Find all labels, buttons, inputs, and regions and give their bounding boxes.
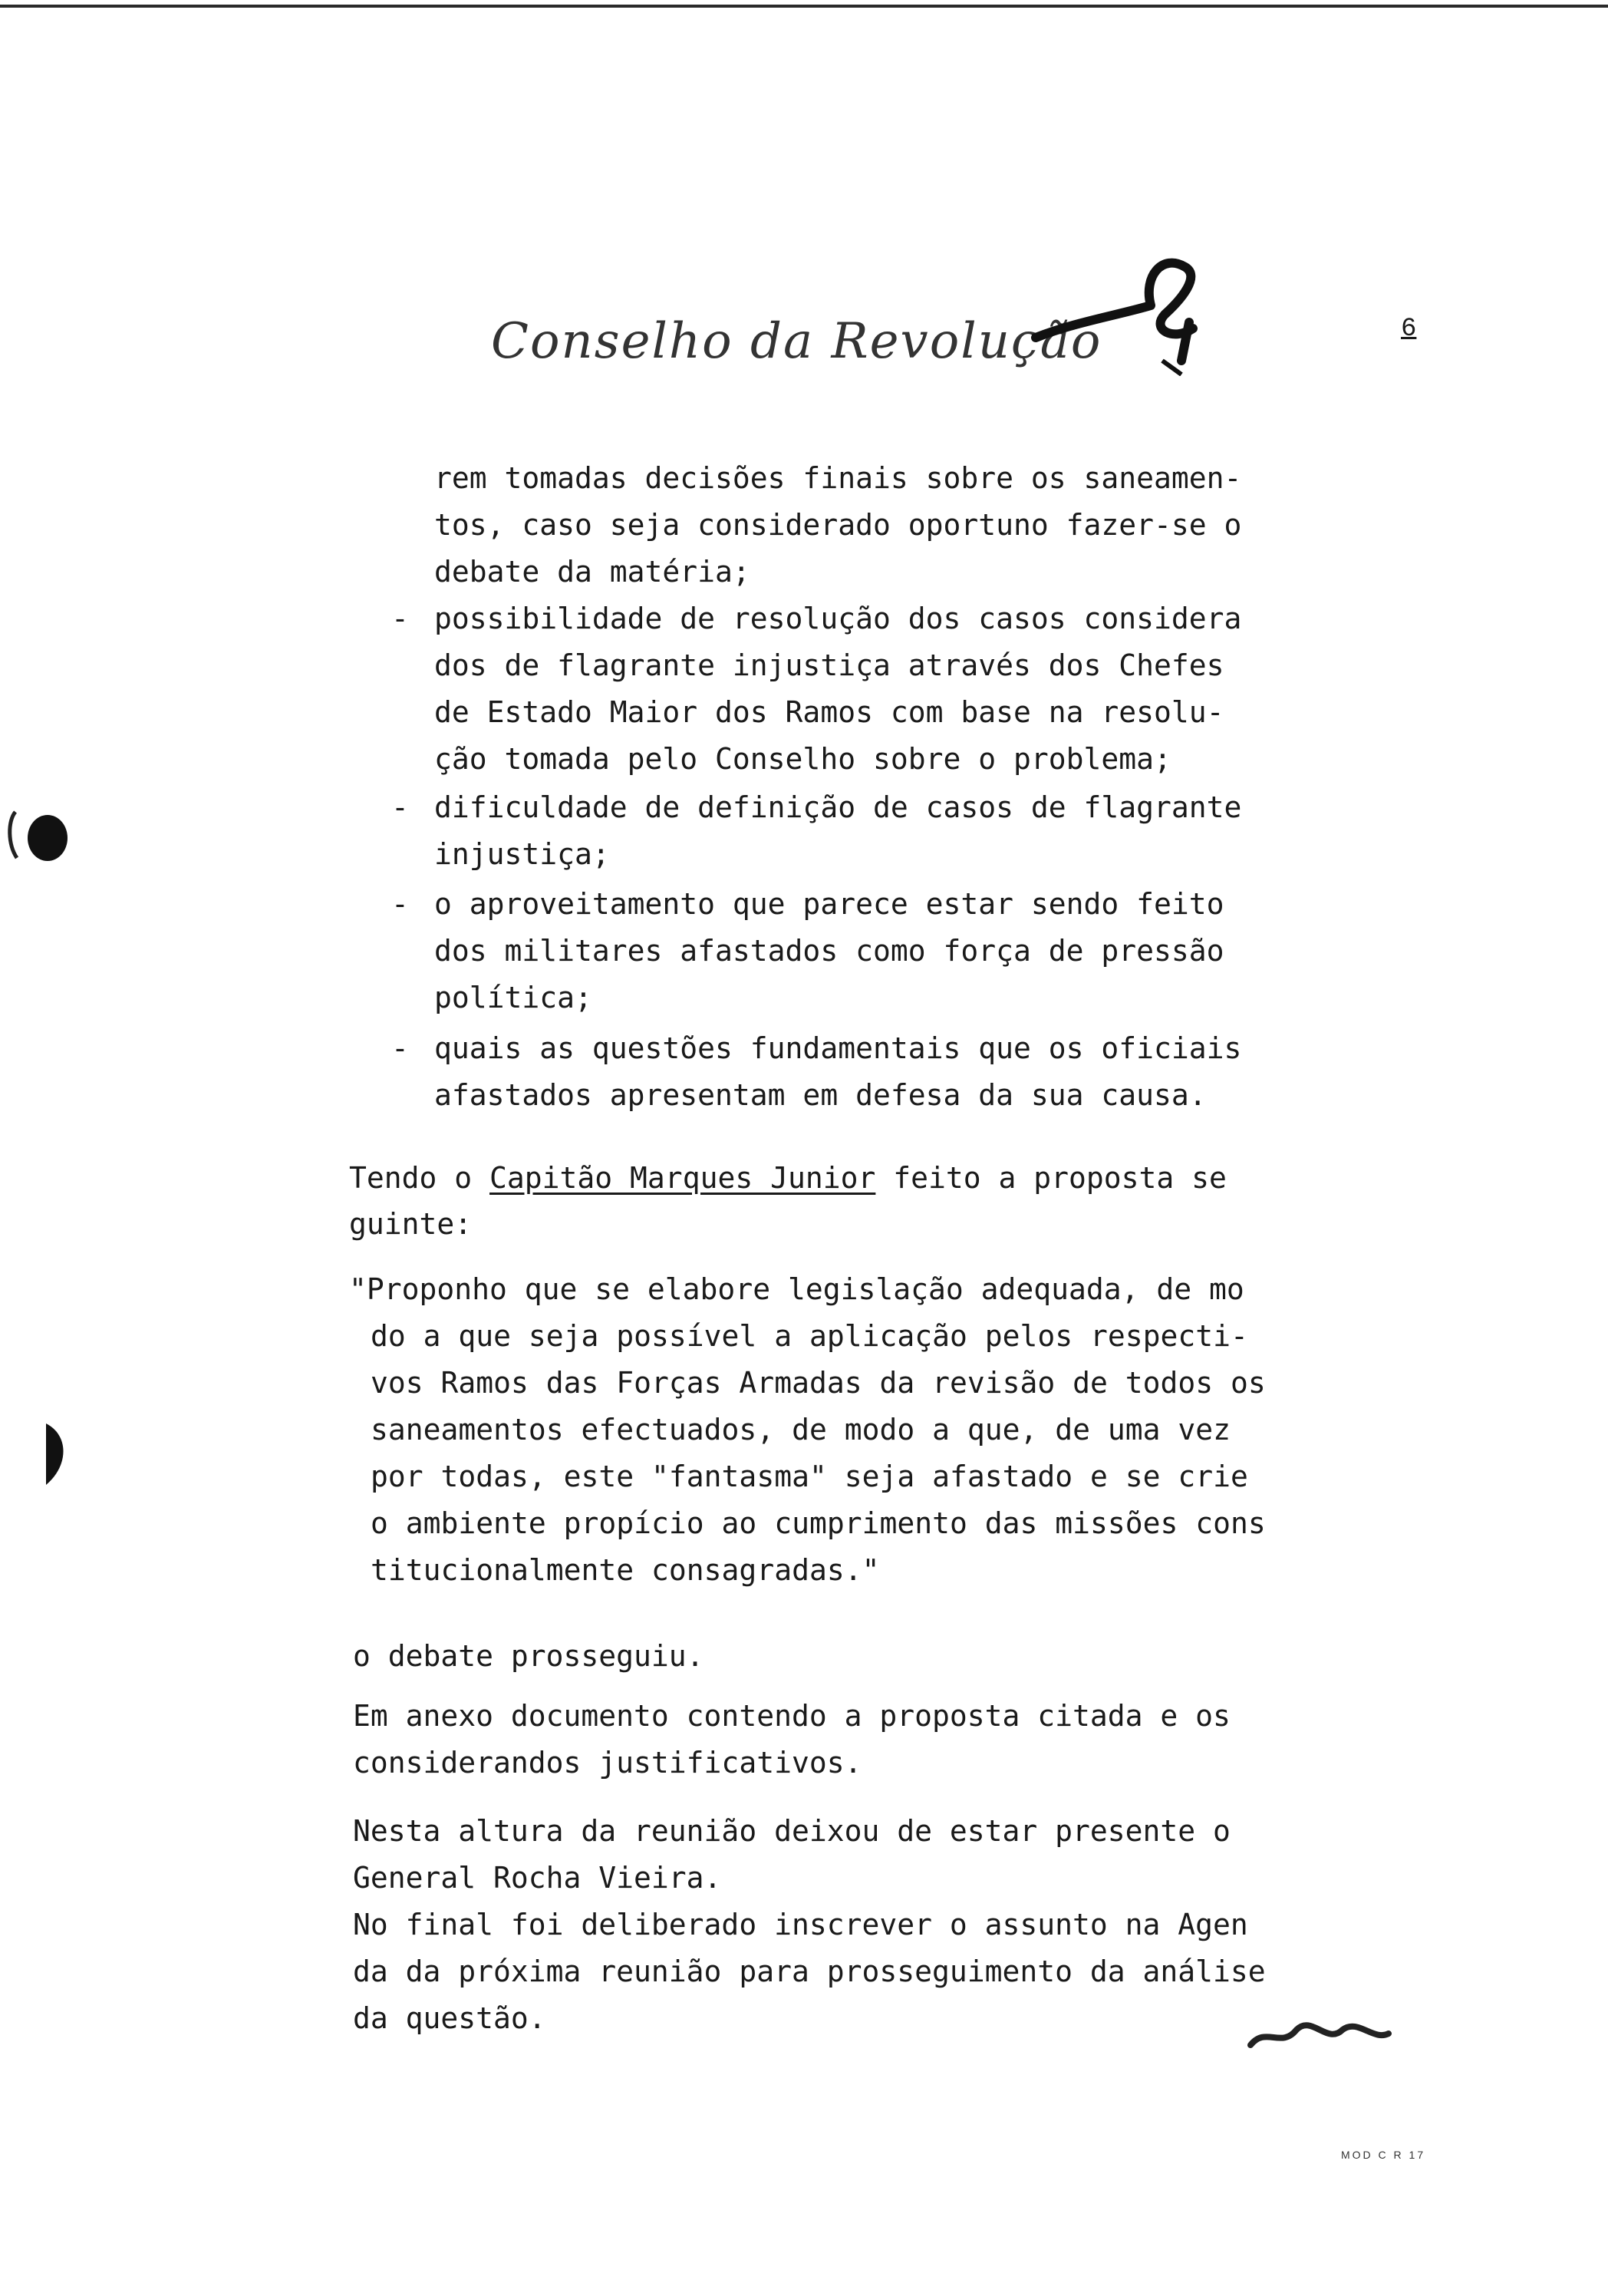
quote-line-6: o ambiente propício ao cumprimento das missões cons bbox=[371, 1506, 1266, 1540]
departure-line-1: Nesta altura da reunião deixou de estar presente o bbox=[353, 1814, 1231, 1848]
list-item-1-line-3: de Estado Maior dos Ramos com base na resolu- bbox=[434, 695, 1224, 729]
final-line-3: da questão. bbox=[353, 2001, 546, 2035]
rubric-scribble bbox=[1243, 2011, 1396, 2057]
annex-line-1: Em anexo documento contendo a proposta citada e os bbox=[353, 1699, 1231, 1733]
proposal-intro-line-2: guinte: bbox=[349, 1207, 473, 1241]
list-item-3-line-1: o aproveitamento que parece estar sendo feito bbox=[434, 887, 1224, 921]
final-line-1: No final foi deliberado inscrever o assunto na Agen bbox=[353, 1908, 1248, 1941]
page-number: 6 bbox=[1401, 315, 1417, 344]
list-item-2-line-2: injustiça; bbox=[434, 837, 610, 871]
debate-line: o debate prosseguiu. bbox=[353, 1639, 704, 1673]
handwritten-initial-mark bbox=[1028, 246, 1212, 376]
annex-line-2: considerandos justificativos. bbox=[353, 1746, 862, 1780]
quote-line-3: vos Ramos das Forças Armadas da revisão de todos os bbox=[371, 1366, 1266, 1400]
quote-line-4: saneamentos efectuados, de modo a que, de uma vez bbox=[371, 1413, 1231, 1447]
list-item-2-line-1: dificuldade de definição de casos de flagrante bbox=[434, 790, 1242, 824]
list-item-1-line-1: possibilidade de resolução dos casos considera bbox=[434, 602, 1242, 635]
proposal-intro-middle: feito a proposta se bbox=[875, 1161, 1227, 1195]
list-item-3-line-3: política; bbox=[434, 981, 592, 1014]
bullet-dash: - bbox=[391, 790, 409, 824]
proposer-name: Capitão Marques Junior bbox=[489, 1161, 876, 1195]
form-code: MOD C R 17 bbox=[1341, 2149, 1426, 2161]
list-item-4-line-1: quais as questões fundamentais que os oficiais bbox=[434, 1031, 1242, 1065]
proposal-intro-line-1 bbox=[349, 1155, 1227, 1202]
lead-line-1: rem tomadas decisões finais sobre os saneamen- bbox=[434, 461, 1242, 495]
bullet-dash: - bbox=[391, 602, 409, 635]
binding-hole-mark-upper bbox=[0, 798, 77, 875]
lead-line-3: debate da matéria; bbox=[434, 555, 750, 589]
list-item-3-line-2: dos militares afastados como força de pressão bbox=[434, 934, 1224, 968]
final-line-2: da da próxima reunião para prosseguimento da análise bbox=[353, 1955, 1266, 1988]
quote-line-5: por todas, este "fantasma" seja afastado e se crie bbox=[371, 1460, 1248, 1493]
letterhead-title: Conselho da Revolução bbox=[491, 313, 1102, 370]
list-item-1-line-2: dos de flagrante injustiça através dos Chefes bbox=[434, 648, 1224, 682]
lead-line-2: tos, caso seja considerado oportuno fazer-se o bbox=[434, 508, 1242, 542]
quote-line-7: titucionalmente consagradas." bbox=[371, 1553, 880, 1587]
top-scan-rule bbox=[0, 5, 1608, 8]
list-item-1-line-4: ção tomada pelo Conselho sobre o problema; bbox=[434, 742, 1171, 776]
quote-line-2: do a que seja possível a aplicação pelos respecti- bbox=[371, 1319, 1248, 1353]
proposal-intro-prefix: Tendo o bbox=[349, 1161, 490, 1195]
bullet-dash: - bbox=[391, 887, 409, 921]
bullet-dash: - bbox=[391, 1031, 409, 1065]
list-item-4-line-2: afastados apresentam em defesa da sua causa. bbox=[434, 1078, 1207, 1112]
departure-line-2: General Rocha Vieira. bbox=[353, 1861, 722, 1895]
binding-hole-mark-lower bbox=[38, 1420, 77, 1489]
quote-line-1: "Proponho que se elabore legislação adequada, de mo bbox=[349, 1272, 1244, 1306]
